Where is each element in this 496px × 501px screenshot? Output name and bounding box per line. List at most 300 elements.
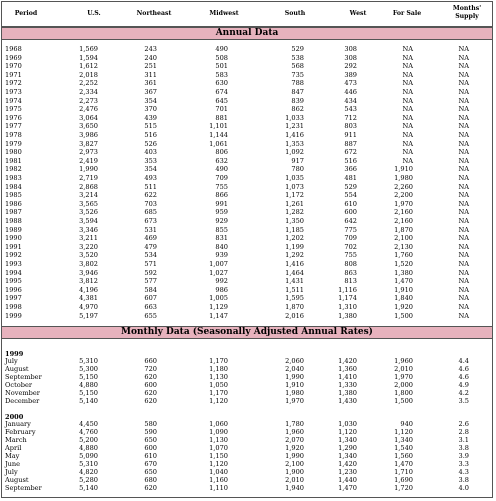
cell-period: 1986 [5, 199, 22, 208]
table-row [2, 453, 492, 460]
table-row [2, 270, 492, 277]
cell-midwest: 1,170 [209, 357, 228, 365]
cell-west: 529 [344, 182, 357, 191]
cell-period: 1984 [5, 182, 22, 191]
cell-period: 1970 [5, 62, 22, 71]
table-row [2, 382, 492, 389]
cell-northeast: 600 [144, 380, 157, 389]
cell-period: 1997 [5, 294, 22, 303]
cell-west: 1,430 [338, 396, 357, 405]
table-row [2, 227, 492, 234]
cell-south: 1,292 [285, 251, 304, 260]
cell-midwest: 1,150 [209, 452, 228, 460]
cell-midwest: 508 [215, 53, 228, 62]
cell-period: May [5, 452, 20, 460]
cell-northeast: 354 [144, 96, 157, 105]
cell-northeast: 240 [144, 53, 157, 62]
cell-months-supply: NA [458, 174, 469, 182]
cell-south: 1,033 [285, 113, 304, 122]
cell-northeast: 367 [144, 88, 157, 96]
cell-us: 3,802 [79, 260, 98, 268]
cell-west: 481 [344, 174, 357, 182]
cell-months-supply: NA [458, 311, 469, 320]
cell-period: July [5, 467, 18, 476]
cell-south: 780 [291, 165, 304, 174]
cell-west: 808 [344, 260, 357, 268]
cell-months-supply: 4.6 [458, 372, 469, 381]
annual-data-band: Annual Data [2, 27, 492, 40]
cell-midwest: 755 [215, 182, 228, 191]
cell-period: 1993 [5, 260, 22, 268]
cell-months-supply: NA [458, 96, 469, 105]
cell-south: 1,231 [285, 122, 304, 131]
cell-midwest: 674 [215, 88, 228, 96]
header-us: U.S. [87, 10, 101, 17]
cell-us: 3,520 [79, 251, 98, 260]
cell-period: 1987 [5, 208, 22, 217]
cell-west: 292 [344, 62, 357, 71]
cell-for-sale: 1,910 [394, 285, 413, 294]
header-northeast: Northeast [136, 10, 172, 17]
cell-south: 1,172 [285, 191, 304, 200]
table-row [2, 313, 492, 320]
cell-northeast: 354 [144, 165, 157, 174]
cell-period: April [5, 444, 22, 453]
cell-us: 4,880 [79, 444, 98, 453]
cell-west: 1,420 [338, 357, 357, 365]
cell-for-sale: 1,870 [394, 225, 413, 234]
cell-midwest: 1,160 [209, 475, 228, 484]
cell-us: 4,381 [79, 294, 98, 303]
cell-south: 2,100 [285, 459, 304, 468]
cell-northeast: 620 [144, 483, 157, 492]
table-row [2, 390, 492, 397]
cell-us: 3,220 [79, 242, 98, 251]
cell-us: 4,450 [79, 420, 98, 429]
cell-us: 2,018 [79, 70, 98, 79]
table-row [2, 469, 492, 476]
cell-us: 5,200 [79, 436, 98, 445]
cell-for-sale: NA [402, 96, 413, 105]
cell-northeast: 403 [144, 148, 157, 157]
cell-south: 917 [291, 156, 304, 165]
cell-west: 1,420 [338, 459, 357, 468]
table-row [2, 218, 492, 225]
cell-south: 1,910 [285, 380, 304, 389]
cell-south: 788 [291, 79, 304, 88]
cell-west: 1,290 [338, 444, 357, 453]
cell-northeast: 703 [144, 199, 157, 208]
table-row [2, 304, 492, 311]
cell-northeast: 584 [144, 285, 157, 294]
cell-months-supply: NA [458, 105, 469, 114]
cell-south: 1,073 [285, 182, 304, 191]
cell-northeast: 610 [144, 452, 157, 460]
cell-for-sale: 940 [400, 420, 413, 429]
cell-south: 2,070 [285, 436, 304, 445]
cell-northeast: 650 [144, 467, 157, 476]
cell-months-supply: NA [458, 199, 469, 208]
cell-us: 3,650 [79, 122, 98, 131]
cell-for-sale: 1,970 [394, 199, 413, 208]
table-row [2, 398, 492, 405]
cell-for-sale: NA [402, 122, 413, 131]
cell-northeast: 592 [144, 268, 157, 277]
table-row [2, 149, 492, 156]
cell-period: December [5, 396, 40, 405]
cell-midwest: 1,129 [209, 303, 228, 311]
cell-period: 1999 [5, 311, 22, 320]
cell-south: 568 [291, 62, 304, 71]
table-row [2, 366, 492, 373]
cell-us: 3,594 [79, 217, 98, 225]
cell-south: 1,920 [285, 444, 304, 453]
cell-northeast: 600 [144, 444, 157, 453]
cell-west: 366 [344, 165, 357, 174]
cell-midwest: 1,005 [209, 294, 228, 303]
cell-midwest: 1,090 [209, 428, 228, 437]
cell-months-supply: 4.6 [458, 364, 469, 373]
cell-months-supply: 4.9 [458, 380, 469, 389]
cell-south: 735 [291, 70, 304, 79]
cell-midwest: 1,061 [209, 139, 228, 148]
cell-northeast: 243 [144, 45, 157, 53]
cell-midwest: 632 [215, 156, 228, 165]
cell-northeast: 670 [144, 459, 157, 468]
cell-northeast: 620 [144, 372, 157, 381]
cell-midwest: 992 [215, 277, 228, 286]
cell-west: 434 [344, 96, 357, 105]
cell-us: 2,973 [79, 148, 98, 157]
cell-period: 1968 [5, 45, 22, 53]
cell-us: 3,946 [79, 268, 98, 277]
cell-months-supply: NA [458, 139, 469, 148]
table-row [2, 80, 492, 87]
cell-south: 1,035 [285, 174, 304, 182]
cell-months-supply: 4.4 [458, 357, 469, 365]
cell-for-sale: NA [402, 105, 413, 114]
cell-period: 1971 [5, 70, 22, 79]
cell-period: 1985 [5, 191, 22, 200]
table-row [2, 287, 492, 294]
cell-for-sale: 2,260 [394, 182, 413, 191]
monthly-data-band: Monthly Data (Seasonally Adjusted Annual Rates) [2, 326, 492, 339]
cell-south: 2,040 [285, 364, 304, 373]
cell-midwest: 1,070 [209, 444, 228, 453]
table-row [2, 485, 492, 492]
header-period: Period [14, 10, 38, 17]
cell-west: 543 [344, 105, 357, 114]
cell-midwest: 831 [215, 234, 228, 243]
cell-us: 3,526 [79, 208, 98, 217]
cell-northeast: 580 [144, 420, 157, 429]
cell-us: 3,812 [79, 277, 98, 286]
cell-for-sale: 1,500 [394, 396, 413, 405]
cell-period: 1975 [5, 105, 22, 114]
cell-northeast: 361 [144, 79, 157, 88]
table-row [2, 141, 492, 148]
cell-south: 2,060 [285, 357, 304, 365]
table-row [2, 437, 492, 444]
cell-south: 839 [291, 96, 304, 105]
cell-months-supply: NA [458, 165, 469, 174]
cell-us: 3,064 [79, 113, 98, 122]
cell-midwest: 1,110 [209, 483, 228, 492]
cell-period: September [5, 483, 42, 492]
cell-south: 1,511 [285, 285, 304, 294]
cell-for-sale: 1,560 [394, 452, 413, 460]
cell-months-supply: NA [458, 242, 469, 251]
cell-months-supply: 3.5 [458, 396, 469, 405]
cell-months-supply: 3.9 [458, 452, 469, 460]
cell-northeast: 534 [144, 251, 157, 260]
cell-for-sale: 2,160 [394, 208, 413, 217]
cell-midwest: 866 [215, 191, 228, 200]
cell-for-sale: NA [402, 148, 413, 157]
cell-northeast: 663 [144, 303, 157, 311]
cell-west: 1,360 [338, 364, 357, 373]
cell-for-sale: 1,760 [394, 251, 413, 260]
cell-for-sale: 1,690 [394, 475, 413, 484]
cell-us: 3,827 [79, 139, 98, 148]
cell-months-supply: NA [458, 88, 469, 96]
cell-south: 1,990 [285, 372, 304, 381]
cell-west: 1,380 [338, 388, 357, 397]
table-row [2, 63, 492, 70]
header-west: West [349, 10, 367, 17]
cell-northeast: 650 [144, 436, 157, 445]
cell-us: 4,820 [79, 467, 98, 476]
cell-west: 755 [344, 251, 357, 260]
cell-for-sale: 1,340 [394, 436, 413, 445]
table-row [2, 89, 492, 96]
cell-northeast: 620 [144, 396, 157, 405]
cell-for-sale: 2,100 [394, 234, 413, 243]
cell-us: 1,990 [79, 165, 98, 174]
cell-midwest: 855 [215, 225, 228, 234]
cell-period: 1988 [5, 217, 22, 225]
cell-west: 1,230 [338, 467, 357, 476]
cell-period: 1974 [5, 96, 22, 105]
cell-months-supply: NA [458, 217, 469, 225]
column-header-row [2, 2, 492, 27]
cell-northeast: 622 [144, 191, 157, 200]
cell-months-supply: 4.0 [458, 483, 469, 492]
cell-west: 1,030 [338, 420, 357, 429]
table-row [2, 477, 492, 484]
cell-for-sale: NA [402, 70, 413, 79]
table-row [2, 252, 492, 259]
cell-us: 2,419 [79, 156, 98, 165]
cell-months-supply: NA [458, 156, 469, 165]
cell-us: 5,197 [79, 311, 98, 320]
cell-midwest: 840 [215, 242, 228, 251]
cell-west: 1,340 [338, 452, 357, 460]
cell-northeast: 493 [144, 174, 157, 182]
cell-midwest: 1,120 [209, 459, 228, 468]
cell-midwest: 959 [215, 208, 228, 217]
cell-midwest: 701 [215, 105, 228, 114]
header-months-supply: Months' Supply [452, 5, 482, 20]
cell-months-supply: NA [458, 208, 469, 217]
table-row [2, 278, 492, 285]
cell-for-sale: 1,500 [394, 311, 413, 320]
cell-us: 5,150 [79, 388, 98, 397]
cell-period: March [5, 436, 27, 445]
table-row [2, 175, 492, 182]
cell-months-supply: NA [458, 260, 469, 268]
cell-south: 1,870 [285, 303, 304, 311]
cell-us: 4,880 [79, 380, 98, 389]
cell-west: 813 [344, 277, 357, 286]
cell-months-supply: NA [458, 303, 469, 311]
cell-west: 1,310 [338, 303, 357, 311]
cell-west: 702 [344, 242, 357, 251]
cell-for-sale: 2,130 [394, 242, 413, 251]
table-row [2, 445, 492, 452]
cell-northeast: 680 [144, 475, 157, 484]
cell-midwest: 501 [215, 62, 228, 71]
cell-for-sale: NA [402, 79, 413, 88]
cell-period: August [5, 364, 29, 373]
cell-months-supply: NA [458, 251, 469, 260]
cell-us: 2,868 [79, 182, 98, 191]
cell-west: 911 [344, 131, 357, 139]
cell-for-sale: NA [402, 156, 413, 165]
cell-west: 610 [344, 199, 357, 208]
cell-west: 887 [344, 139, 357, 148]
cell-us: 2,334 [79, 88, 98, 96]
cell-northeast: 655 [144, 311, 157, 320]
cell-midwest: 630 [215, 79, 228, 88]
cell-period: June [5, 459, 21, 468]
cell-south: 1,282 [285, 208, 304, 217]
cell-south: 2,010 [285, 475, 304, 484]
cell-northeast: 673 [144, 217, 157, 225]
cell-months-supply: 4.3 [458, 467, 469, 476]
cell-for-sale: NA [402, 88, 413, 96]
cell-period: 1973 [5, 88, 22, 96]
cell-midwest: 1,007 [209, 260, 228, 268]
table-row [2, 184, 492, 191]
cell-midwest: 1,060 [209, 420, 228, 429]
cell-midwest: 1,040 [209, 467, 228, 476]
cell-south: 1,990 [285, 452, 304, 460]
cell-period: July [5, 357, 18, 365]
cell-us: 4,970 [79, 303, 98, 311]
cell-west: 709 [344, 234, 357, 243]
cell-us: 3,565 [79, 199, 98, 208]
table-row [2, 123, 492, 130]
cell-south: 1,416 [285, 260, 304, 268]
table-row [2, 421, 492, 428]
cell-months-supply: NA [458, 113, 469, 122]
cell-midwest: 490 [215, 45, 228, 53]
cell-midwest: 1,027 [209, 268, 228, 277]
table-row [2, 106, 492, 113]
cell-months-supply: 2.6 [458, 420, 469, 429]
cell-period: November [5, 388, 40, 397]
cell-us: 1,594 [79, 53, 98, 62]
cell-period: 1980 [5, 148, 22, 157]
cell-south: 1,261 [285, 199, 304, 208]
cell-us: 2,252 [79, 79, 98, 88]
cell-period: 1996 [5, 285, 22, 294]
table-row [2, 201, 492, 208]
cell-us: 5,150 [79, 372, 98, 381]
cell-northeast: 511 [144, 182, 157, 191]
cell-northeast: 620 [144, 388, 157, 397]
cell-west: 308 [344, 45, 357, 53]
cell-for-sale: 1,980 [394, 174, 413, 182]
cell-months-supply: NA [458, 70, 469, 79]
cell-us: 3,214 [79, 191, 98, 200]
header-south: South [284, 10, 306, 17]
cell-northeast: 515 [144, 122, 157, 131]
cell-us: 2,719 [79, 174, 98, 182]
cell-period: 1983 [5, 174, 22, 182]
cell-months-supply: NA [458, 79, 469, 88]
cell-west: 1,120 [338, 428, 357, 437]
cell-midwest: 645 [215, 96, 228, 105]
cell-us: 2,476 [79, 105, 98, 114]
cell-months-supply: NA [458, 277, 469, 286]
table-row [2, 72, 492, 79]
cell-northeast: 370 [144, 105, 157, 114]
table-row [2, 244, 492, 251]
cell-midwest: 939 [215, 251, 228, 260]
cell-for-sale: 1,920 [394, 303, 413, 311]
cell-for-sale: 1,910 [394, 165, 413, 174]
cell-northeast: 526 [144, 139, 157, 148]
cell-northeast: 516 [144, 131, 157, 139]
cell-west: 1,470 [338, 483, 357, 492]
cell-us: 4,196 [79, 285, 98, 294]
cell-us: 5,280 [79, 475, 98, 484]
cell-south: 538 [291, 53, 304, 62]
cell-south: 1,940 [285, 483, 304, 492]
cell-midwest: 986 [215, 285, 228, 294]
cell-west: 672 [344, 148, 357, 157]
cell-south: 1,416 [285, 131, 304, 139]
cell-northeast: 720 [144, 364, 157, 373]
cell-for-sale: NA [402, 113, 413, 122]
month-group-year: 1999 [5, 350, 24, 358]
cell-us: 5,300 [79, 364, 98, 373]
cell-west: 1,174 [338, 294, 357, 303]
cell-period: 1981 [5, 156, 22, 165]
cell-midwest: 1,144 [209, 131, 228, 139]
cell-west: 1,340 [338, 436, 357, 445]
cell-months-supply: 3.8 [458, 444, 469, 453]
cell-period: 1995 [5, 277, 22, 286]
cell-midwest: 1,130 [209, 436, 228, 445]
cell-for-sale: 1,970 [394, 372, 413, 381]
cell-for-sale: 1,800 [394, 388, 413, 397]
cell-period: 1977 [5, 122, 22, 131]
cell-months-supply: NA [458, 294, 469, 303]
cell-period: 1978 [5, 131, 22, 139]
cell-months-supply: 2.8 [458, 428, 469, 437]
cell-northeast: 590 [144, 428, 157, 437]
table-row [2, 46, 492, 53]
cell-west: 600 [344, 208, 357, 217]
cell-for-sale: 2,200 [394, 191, 413, 200]
cell-northeast: 607 [144, 294, 157, 303]
cell-west: 1,440 [338, 475, 357, 484]
cell-for-sale: NA [402, 45, 413, 53]
cell-period: September [5, 372, 42, 381]
